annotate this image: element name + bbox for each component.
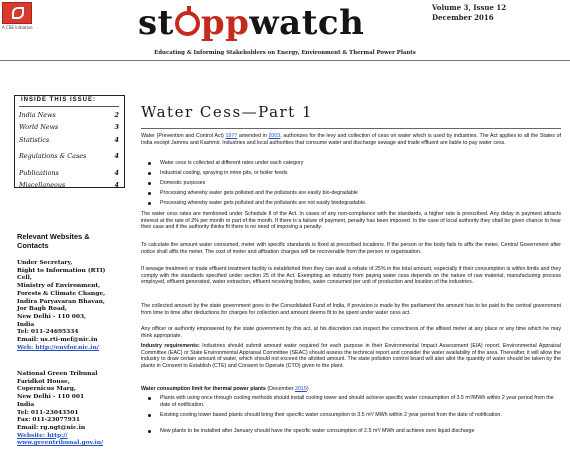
contact-moefcc [17,259,129,351]
header-divider [0,60,570,61]
toc-item-india-news[interactable] [19,109,119,121]
list-item-text: Domestic purposes [160,180,206,186]
toc-page: 4 [114,135,119,144]
contact-phone: Tel: 011-24695334 [17,328,79,336]
bullet-icon [148,202,151,205]
bullet-icon [148,430,151,433]
contact-line: India [17,320,35,328]
paragraph-rates: The water cess rates are mentioned under Schedule II of the Act. In cases of any non-compliance with the standards, a higher rate is prescribed. Any delay in payment attracts interest at the rate of 2% per month or part of the month. If there is a failure of payment, penalty has been imposed. In the case of local authority they shall be given chance to hear their case and if the authority thinks fit there is no need of imposing a penalty. [141,211,561,231]
bullet-icon [148,192,151,195]
toc-label: India News [19,111,56,119]
contact-phone: Tel: 011-23043501 [17,408,79,416]
contact-line: Right to Information (RTI) [17,266,106,274]
paragraph-consolidated-fund: The collected amount by the state government goes to the Consolidated Fund of India, if provision is made by the parliament the amount has to be paid to the central government from time to time after deductions for charges for collection and amount deems fit to be spent under water cess act. [141,303,561,316]
contact-line: Jor Bagh Road, [17,305,67,313]
contact-email[interactable]: Email: rg.ngt@nic.in [17,423,86,431]
consumption-limit-heading [141,386,561,393]
toc-label: Publications [19,168,59,177]
contact-line: Indira Paryavaran Bhavan, [17,297,105,305]
toc-page: 4 [114,152,119,161]
heading-lead: Water consumption limit for thermal power plants [141,386,266,392]
toc-page: 3 [114,123,119,132]
notification-year-link[interactable]: 2015 [295,386,307,392]
text-run: amended in [237,133,269,139]
relevant-heading-line1: Relevant Websites & [17,232,90,241]
act-year-link[interactable]: 1977 [225,133,238,139]
issue-info [432,3,506,23]
cse-logo [2,2,32,24]
paragraph-rebate: If sewage treatment or trade effluent treatment facility is established then they can avail a rebate of 25% in the total amount, especially if their consumption is within limits and they comply with the standards specified under section 25 of the Act. Exempting an industry from paying water cess depends on the nature of raw material, manufacturing process employed, effluent generated, water extraction, effluent receiving bodies, water consumed per unit of production and location of the industries. [141,266,561,286]
text-run: , authorizes for the levy and collection of cess on water which is used by industries. The Act applies to all the States of India except Jammu and Kashmir. Industries and local authorities that consume water and discharge sewage and trade effluent are liable to pay water cess. [141,133,561,146]
toc-item-publications[interactable] [19,167,119,179]
contact-website-label: Website: http:// [17,431,68,439]
contact-fax: Fax: 011-23077931 [17,416,80,424]
power-button-icon [175,11,200,36]
paragraph-inspection: Any officer or authority empowered by the state government by this act, at his discretion can inspect the correctness of the affixed meter at any place or any time which he may think appropriate. [141,326,561,339]
toc-item-miscellaneous[interactable] [19,179,119,191]
leaf-icon [12,7,24,19]
paragraph-lead: Industry requirements: [141,343,200,349]
toc-label: Regulations & Cases [19,152,87,161]
contact-line: National Green Tribunal [17,370,98,377]
amendment-year-link[interactable]: 2003 [268,133,281,139]
bullet-icon [148,182,151,185]
bullet-icon [148,172,151,175]
paragraph-industry-requirements [141,343,561,369]
intro-paragraph [141,133,561,146]
toc-divider [19,106,119,107]
toc-item-world-news[interactable] [19,121,119,133]
contact-line: Cell, [17,274,32,282]
contact-line: India [17,400,35,408]
contact-email[interactable]: Email: us.rti-mef@nic.in [17,336,98,344]
contact-line: New Delhi - 110 003, [17,312,87,320]
toc-page: 4 [114,168,119,177]
toc-item-statistics[interactable] [19,134,119,146]
list-item-text: Industrial cooling, spraying in mine pits, or boiler feeds [160,170,288,176]
masthead-part-b: pp [200,3,250,43]
paragraph-meter: To calculate the amount water consumed, meter with specific standards is fixed at prescribed locations. If the person or the body fails to affix the meter, Central Government after notice shall affix the meter. The cost of meter and affixation charges will be recoverable from the person or organisation. [141,242,561,255]
contact-web-link[interactable]: www.greentribunal.gov.in/ [17,439,104,447]
relevant-heading-line2: Contacts [17,241,49,250]
list-item-text: Existing cooling tower based plants should bring their specific water consumption to 3.5 m³/ MWh within 2 year period from the date of notification. [160,412,502,418]
contact-web-link[interactable]: Web: http://envfor.nic.in/ [17,343,99,351]
toc-label: World News [19,123,59,132]
table-of-contents [19,109,119,191]
issue-date: December 2016 [432,13,494,22]
toc-page: 2 [114,111,119,119]
article-title: Water Cess—Part 1 [141,103,314,121]
volume-issue: Volume 3, Issue 12 [432,3,507,12]
masthead-title [138,4,364,44]
text-run: (December [265,386,296,392]
text-run: Industries should submit amount water required for each purpose in their Environmental Impact Assessment (EIA) report. Environmental Appraisal Committee (EAC) or State Environmental Appraisal Committee (SEAC) should assess the technical report and consider the water availability of the area. Thereafter, it will allow the industry to draw certain amount of water, which should not exceed the allotted amount. The state pollution control board will also allot the quantity of water should be taken by the plants in Consent to Establish (CTE) and Consent to Operate (CTO) given to the plant. [141,343,561,369]
list-item-text: Processing whereby water gets polluted and the pollutants are not easily biodegradable. [160,200,367,206]
contact-line: Under Secretary, [17,259,73,266]
masthead-part-c: watch [249,3,365,43]
toc-heading: INSIDE THIS ISSUE: [21,97,97,103]
bullet-icon [148,162,151,165]
list-item-text: Processing whereby water gets polluted and the pollutants are easily bio-degradable [160,190,358,196]
contact-line: New Delhi - 110 001 [17,393,85,401]
bullet-icon [148,414,151,417]
list-item-text: Water cess is collected at different rates under each category [160,160,304,166]
cse-initiative-label: A CSE initiative [2,25,33,30]
toc-label: Miscellaneous [19,180,66,189]
bullet-icon [148,397,151,400]
toc-page: 4 [114,180,119,189]
text-run: Water (Prevention and Control Act) [141,133,226,139]
relevant-websites-heading [17,232,129,250]
contact-ngt [17,370,129,447]
toc-item-regulations[interactable] [19,150,119,162]
contact-line: Copernicus Marg, [17,385,76,393]
masthead-part-a: st [138,3,174,43]
text-run: ) [306,386,309,392]
title-divider [141,128,561,129]
list-item-text: New plants to be installed after January should have the specific water consumption of 2.5 m³/ MWh and achieve zero liquid discharge [160,428,475,434]
list-item-text: Plants with using once through cooling methods should install cooling tower and should achieve specific water consumption of 3.5 m³/MWh within 2 year period from the date of notification. [160,395,554,408]
contact-line: Forests & Climate Change, [17,289,106,297]
tagline: Educating & Informing Stakeholders on Energy, Environment & Thermal Power Plants [154,50,416,56]
contact-line: Ministry of Environment, [17,282,101,290]
contact-line: Faridkot House, [17,377,70,385]
toc-label: Statistics [19,135,50,144]
